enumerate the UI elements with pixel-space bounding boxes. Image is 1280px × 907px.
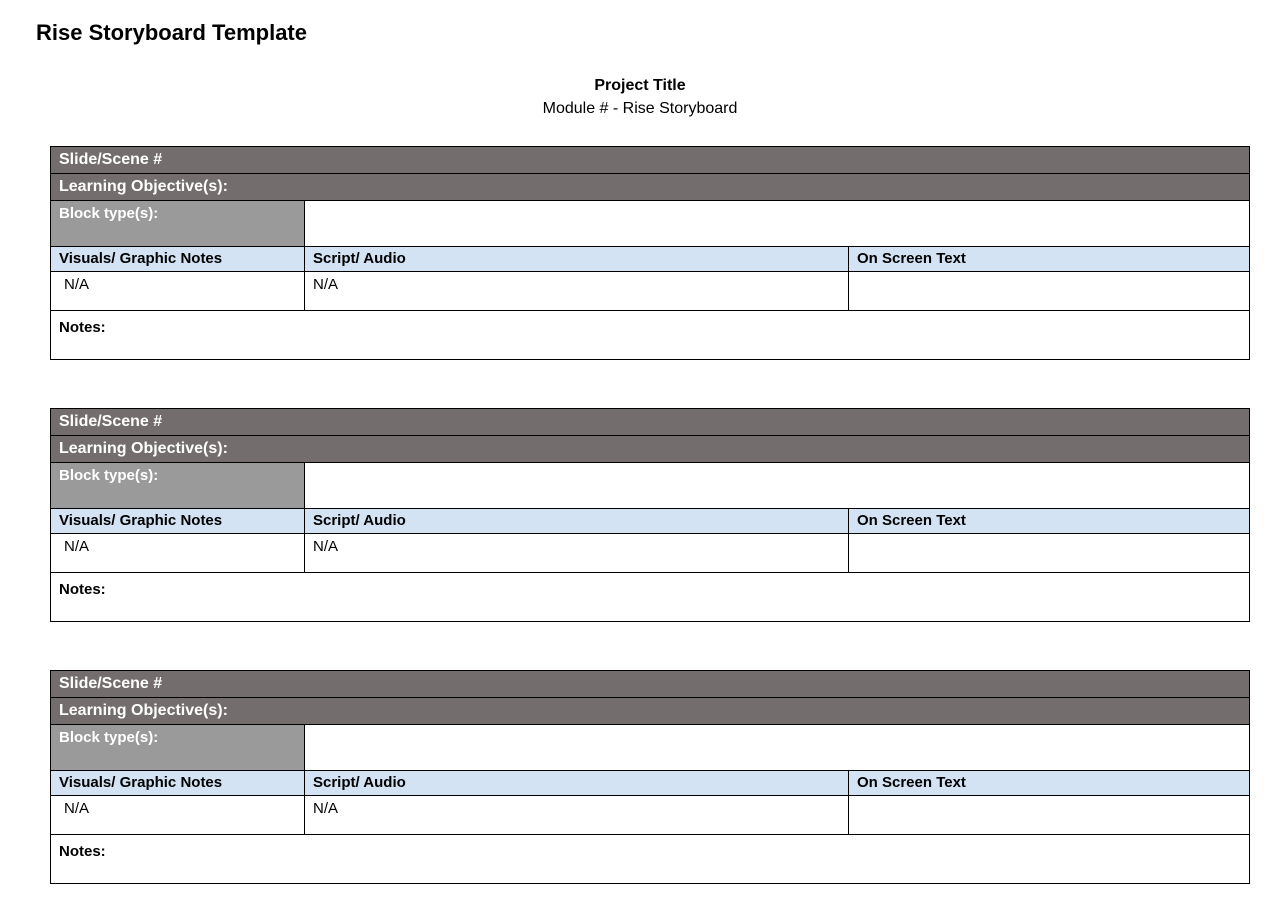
visuals-column-header: Visuals/ Graphic Notes [51, 247, 305, 272]
notes-cell[interactable] [51, 573, 1250, 622]
on-screen-text-column-header: On Screen Text [849, 247, 1250, 272]
project-subtitle: Module # - Rise Storyboard [542, 100, 738, 117]
project-header [0, 75, 1280, 121]
notes-cell[interactable] [51, 835, 1250, 884]
slide-scene-header: Slide/Scene # [51, 147, 1250, 174]
notes-label: Notes: [59, 319, 106, 336]
visuals-column-header: Visuals/ Graphic Notes [51, 771, 305, 796]
on-screen-text-cell[interactable] [849, 796, 1250, 835]
learning-objectives-header: Learning Objective(s): [51, 436, 1250, 463]
script-cell[interactable]: N/A [305, 796, 849, 835]
block-types-cell[interactable] [305, 463, 1250, 509]
notes-label: Notes: [59, 843, 106, 860]
storyboard-table-1 [50, 146, 1250, 360]
on-screen-text-column-header: On Screen Text [849, 509, 1250, 534]
script-cell[interactable]: N/A [305, 272, 849, 311]
script-cell[interactable]: N/A [305, 534, 849, 573]
notes-label: Notes: [59, 581, 106, 598]
storyboard-table-3 [50, 670, 1250, 884]
slide-scene-header: Slide/Scene # [51, 409, 1250, 436]
block-types-label: Block type(s): [51, 725, 305, 771]
visuals-cell[interactable]: N/A [51, 534, 305, 573]
script-column-header: Script/ Audio [305, 509, 849, 534]
on-screen-text-cell[interactable] [849, 534, 1250, 573]
block-types-label: Block type(s): [51, 201, 305, 247]
script-column-header: Script/ Audio [305, 771, 849, 796]
visuals-cell[interactable]: N/A [51, 272, 305, 311]
notes-cell[interactable] [51, 311, 1250, 360]
on-screen-text-column-header: On Screen Text [849, 771, 1250, 796]
visuals-column-header: Visuals/ Graphic Notes [51, 509, 305, 534]
block-types-cell[interactable] [305, 201, 1250, 247]
visuals-cell[interactable]: N/A [51, 796, 305, 835]
storyboard-table-2 [50, 408, 1250, 622]
learning-objectives-header: Learning Objective(s): [51, 698, 1250, 725]
block-types-cell[interactable] [305, 725, 1250, 771]
script-column-header: Script/ Audio [305, 247, 849, 272]
project-title: Project Title [594, 77, 686, 94]
slide-scene-header: Slide/Scene # [51, 671, 1250, 698]
document-title: Rise Storyboard Template [36, 20, 307, 45]
on-screen-text-cell[interactable] [849, 272, 1250, 311]
block-types-label: Block type(s): [51, 463, 305, 509]
learning-objectives-header: Learning Objective(s): [51, 174, 1250, 201]
